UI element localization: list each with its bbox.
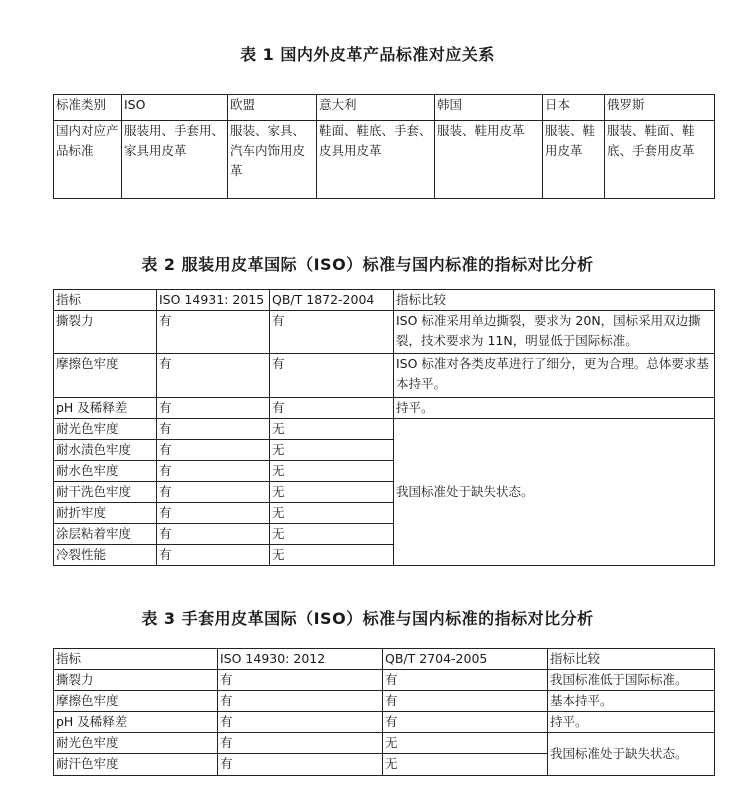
table3-header-cell: QB/T 2704-2005 [383,649,548,670]
table2-title: 表 2 服装用皮革国际（ISO）标准与国内标准的指标对比分析 [141,255,594,274]
table2-cell-name: 耐折牢度 [54,503,157,524]
table2-cell-iso: 有 [157,482,270,503]
table3 [53,648,715,776]
table2-header-cell: 指标比较 [394,290,715,311]
table3-row [54,691,715,712]
table3-header-cell: 指标比较 [548,649,715,670]
table2-header-row [54,290,715,311]
table2-cell-qb: 无 [270,419,394,440]
table1-header-cell: 俄罗斯 [605,95,715,121]
table2-cell-qb: 无 [270,482,394,503]
table3-cell-name: 摩擦色牢度 [54,691,218,712]
table1-header-cell: 标准类别 [54,95,122,121]
table2-cell-iso: 有 [157,311,270,354]
table3-cell-name: 撕裂力 [54,670,218,691]
table2-cell-compare: ISO 标准采用单边撕裂，要求为 20N，国标采用双边撕裂，技术要求为 11N，明显低于国际标准。 [394,311,715,354]
table2-cell-iso: 有 [157,354,270,398]
table3-row [54,733,715,754]
table1-cell: 服装、家具、汽车内饰用皮革 [228,121,317,199]
table1 [53,94,715,199]
table2-row [54,398,715,419]
table3-cell-iso: 有 [218,670,383,691]
table2-cell-iso: 有 [157,524,270,545]
table2-row [54,354,715,398]
table3-title: 表 3 手套用皮革国际（ISO）标准与国内标准的指标对比分析 [141,609,594,628]
table2-row [54,311,715,354]
table1-cell: 鞋面、鞋底、手套、皮具用皮革 [317,121,435,199]
table1-header-cell: ISO [122,95,228,121]
table1-cell: 服装、鞋面、鞋底、手套用皮革 [605,121,715,199]
table3-cell-qb: 有 [383,712,548,733]
table2-row [54,419,715,440]
table2-cell-name: 耐水渍色牢度 [54,440,157,461]
table3-row [54,670,715,691]
table2-cell-iso: 有 [157,419,270,440]
table1-cell: 服装用、手套用、家具用皮革 [122,121,228,199]
table3-cell-iso: 有 [218,691,383,712]
table2-cell-name: 涂层粘着牢度 [54,524,157,545]
table2-cell-name: 摩擦色牢度 [54,354,157,398]
table1-header-row [54,95,715,121]
table2-cell-iso: 有 [157,545,270,566]
table2-header-cell: QB/T 1872-2004 [270,290,394,311]
table2-cell-qb: 无 [270,440,394,461]
table2-cell-name: 耐干洗色牢度 [54,482,157,503]
table2-cell-qb: 有 [270,398,394,419]
table3-row [54,712,715,733]
table2 [53,289,715,566]
table3-cell-compare: 持平。 [548,712,715,733]
table3-cell-name: 耐汗色牢度 [54,754,218,776]
table1-header-cell: 欧盟 [228,95,317,121]
table2-cell-name: 耐光色牢度 [54,419,157,440]
table2-cell-iso: 有 [157,503,270,524]
table2-cell-qb: 有 [270,311,394,354]
table2-cell-name: pH 及稀释差 [54,398,157,419]
table1-header-cell: 意大利 [317,95,435,121]
table3-header-cell: 指标 [54,649,218,670]
table3-merged-compare: 我国标准处于缺失状态。 [548,733,715,776]
table1-cell: 服装、鞋用皮革 [543,121,605,199]
table2-cell-iso: 有 [157,461,270,482]
table2-header-cell: 指标 [54,290,157,311]
table2-cell-compare: 持平。 [394,398,715,419]
table2-cell-qb: 无 [270,545,394,566]
table3-cell-qb: 无 [383,754,548,776]
table3-cell-name: 耐光色牢度 [54,733,218,754]
table3-cell-qb: 有 [383,691,548,712]
table1-row [54,121,715,199]
table3-cell-qb: 无 [383,733,548,754]
table1-cell: 国内对应产品标准 [54,121,122,199]
table3-cell-iso: 有 [218,754,383,776]
table1-header-cell: 韩国 [435,95,543,121]
table2-merged-compare: 我国标准处于缺失状态。 [394,419,715,566]
table1-header-cell: 日本 [543,95,605,121]
table2-cell-qb: 有 [270,354,394,398]
table3-cell-qb: 有 [383,670,548,691]
table2-cell-iso: 有 [157,398,270,419]
table3-cell-iso: 有 [218,733,383,754]
table3-cell-compare: 我国标准低于国际标准。 [548,670,715,691]
table1-cell: 服装、鞋用皮革 [435,121,543,199]
table2-cell-iso: 有 [157,440,270,461]
table2-cell-qb: 无 [270,461,394,482]
table2-header-cell: ISO 14931: 2015 [157,290,270,311]
table3-header-cell: ISO 14930: 2012 [218,649,383,670]
table2-cell-compare: ISO 标准对各类皮革进行了细分，更为合理。总体要求基本持平。 [394,354,715,398]
table3-cell-name: pH 及稀释差 [54,712,218,733]
table2-cell-name: 冷裂性能 [54,545,157,566]
table3-cell-compare: 基本持平。 [548,691,715,712]
table3-cell-iso: 有 [218,712,383,733]
table2-cell-name: 撕裂力 [54,311,157,354]
table2-cell-qb: 无 [270,524,394,545]
table3-header-row [54,649,715,670]
table2-cell-qb: 无 [270,503,394,524]
table2-cell-name: 耐水色牢度 [54,461,157,482]
table1-title: 表 1 国内外皮革产品标准对应关系 [240,45,495,64]
